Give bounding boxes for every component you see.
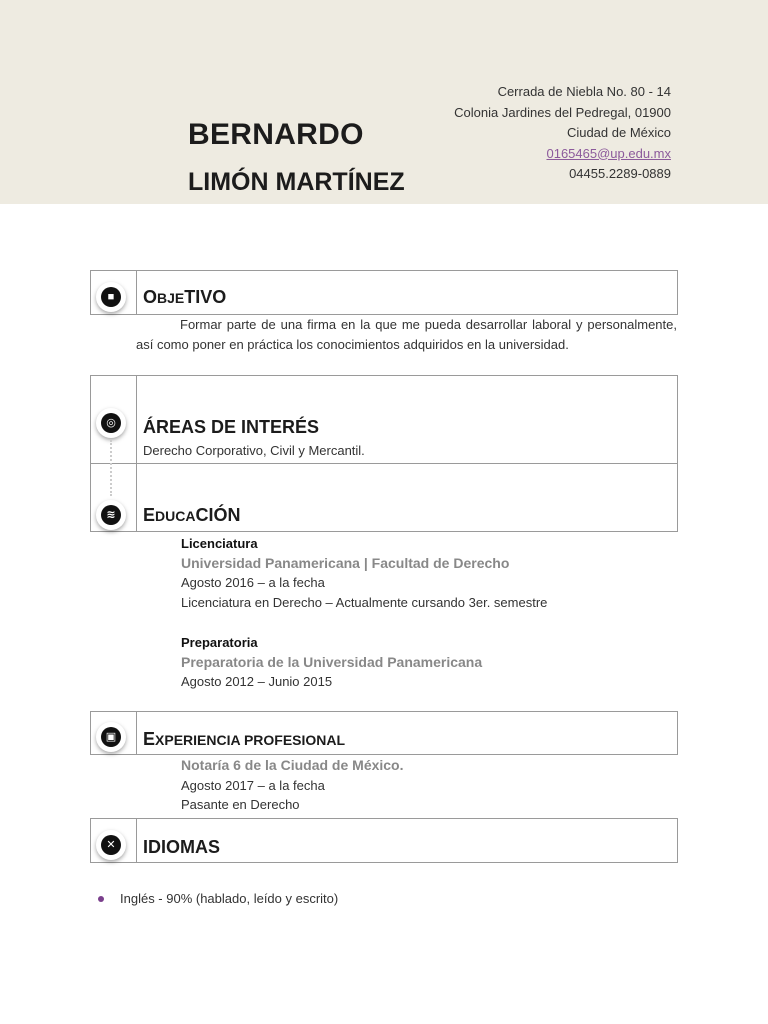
first-name: BERNARDO bbox=[188, 118, 364, 151]
address-line2: Colonia Jardines del Pedregal, 01900 bbox=[454, 104, 671, 120]
education-level: Preparatoria bbox=[181, 635, 258, 650]
education-item bbox=[181, 633, 482, 692]
section-divider bbox=[136, 376, 137, 463]
briefcase-icon: ▣ bbox=[96, 722, 126, 752]
language-item: Inglés - 90% (hablado, leído y escrito) bbox=[120, 891, 339, 906]
education-dates: Agosto 2016 – a la fecha bbox=[181, 575, 325, 590]
objetivo-icon: ■ bbox=[96, 282, 126, 312]
experiencia-title: EXPERIENCIA PROFESIONAL bbox=[143, 729, 346, 749]
experience-item bbox=[181, 756, 404, 815]
phone: 04455.2289-0889 bbox=[569, 166, 671, 181]
educacion-title: EDUCACIÓN bbox=[143, 505, 241, 525]
areas-title: ÁREAS DE INTERÉS bbox=[143, 417, 320, 437]
education-institution: Universidad Panamericana | Facultad de Derecho bbox=[181, 554, 510, 571]
section-divider bbox=[136, 712, 137, 754]
education-detail: Licenciatura en Derecho – Actualmente cursando 3er. semestre bbox=[181, 594, 548, 610]
target-icon: ◎ bbox=[96, 408, 126, 438]
education-dates: Agosto 2012 – Junio 2015 bbox=[181, 674, 333, 689]
areas-text: Derecho Corporativo, Civil y Mercantil. bbox=[143, 443, 365, 458]
experience-dates: Agosto 2017 – a la fecha bbox=[181, 777, 325, 793]
last-name: LIMÓN MARTÍNEZ bbox=[188, 168, 405, 196]
contact-block bbox=[454, 82, 671, 185]
tools-icon: ✕ bbox=[96, 830, 126, 860]
section-divider bbox=[136, 819, 137, 862]
idiomas-title: IDIOMAS bbox=[143, 837, 221, 857]
address-line1: Cerrada de Niebla No. 80 - 14 bbox=[497, 84, 671, 99]
section-divider bbox=[136, 271, 137, 314]
graduation-cap-icon: ≋ bbox=[96, 500, 126, 530]
education-item bbox=[181, 534, 547, 612]
education-institution: Preparatoria de la Universidad Panamericana bbox=[181, 653, 483, 670]
timeline-dots bbox=[110, 440, 114, 496]
experience-company: Notaría 6 de la Ciudad de México. bbox=[181, 757, 404, 773]
bullet-icon bbox=[98, 896, 104, 902]
objetivo-text: Formar parte de una firma en la que me pueda desarrollar laboral y personalmente, así como poner en práctica los conocimientos adquiridos en la universidad. bbox=[136, 317, 677, 352]
section-divider bbox=[136, 464, 137, 531]
education-level: Licenciatura bbox=[181, 536, 258, 551]
experience-role: Pasante en Derecho bbox=[181, 797, 300, 812]
city: Ciudad de México bbox=[566, 125, 671, 140]
objetivo-title: OBJETIVO bbox=[143, 287, 227, 307]
email-link[interactable]: 0165465@up.edu.mx bbox=[546, 145, 671, 161]
